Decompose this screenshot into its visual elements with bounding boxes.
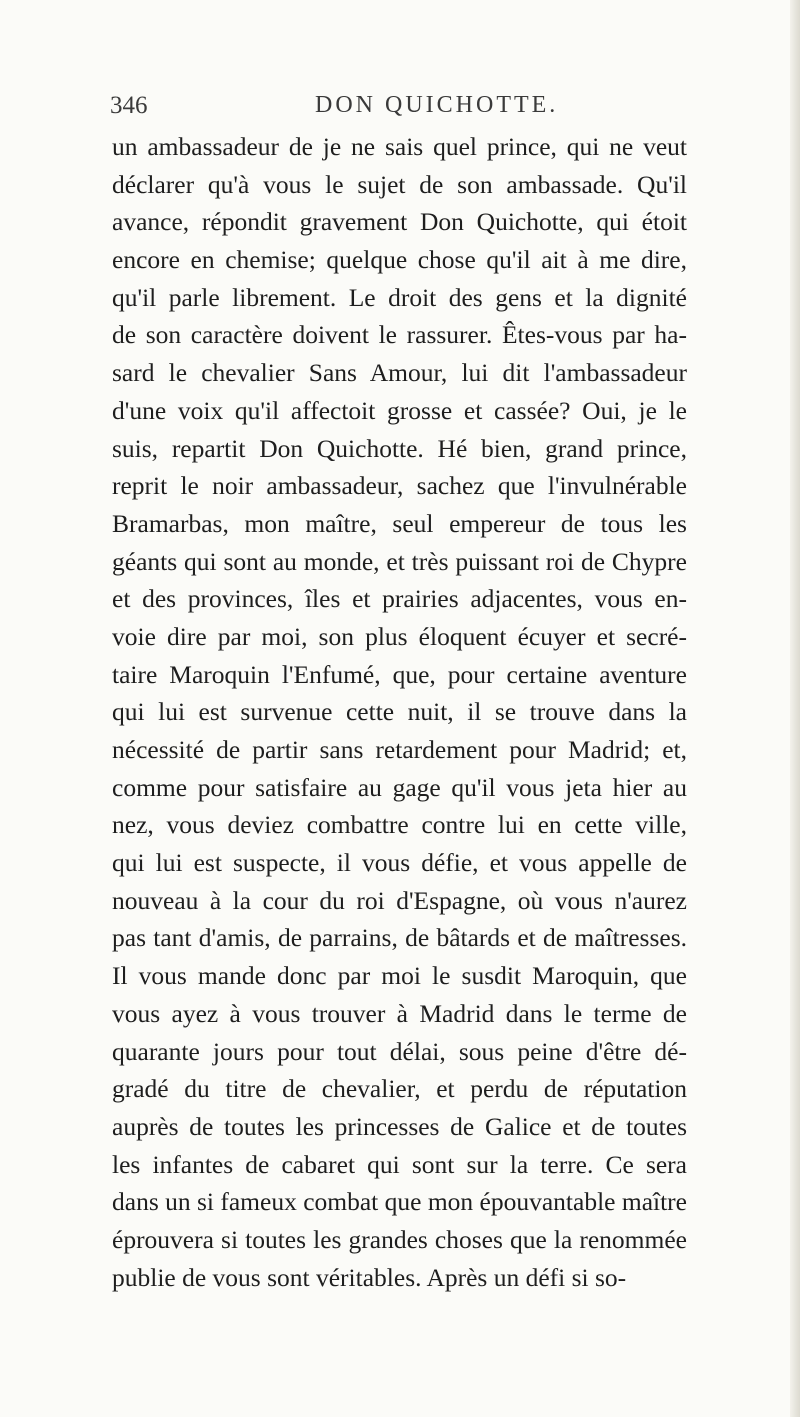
text-line: déclarer qu'à vous le sujet de son ambassade. Qu'il xyxy=(112,169,687,199)
text-line: qu'il parle librement. Le droit des gens et la dignité xyxy=(112,282,687,312)
running-title: DON QUICHOTTE. xyxy=(315,92,559,118)
text-line: de son caractère doivent le rassurer. Êtes-vous par ha- xyxy=(112,320,687,350)
text-line: un ambassadeur de je ne sais quel prince, qui ne veut xyxy=(112,132,687,161)
text-line: dans un si fameux combat que mon épouvantable maître xyxy=(112,1187,687,1217)
text-line: éprouvera si toutes les grandes choses que la renommée xyxy=(112,1224,687,1254)
page-header xyxy=(110,92,690,128)
text-line: reprit le noir ambassadeur, sachez que l'invulnérable xyxy=(112,471,687,501)
text-line: les infantes de cabaret qui sont sur la terre. Ce sera xyxy=(112,1149,687,1179)
page-number: 346 xyxy=(110,92,148,119)
text-line: Il vous mande donc par moi le susdit Maroquin, que xyxy=(112,961,687,991)
text-line: comme pour satisfaire au gage qu'il vous jeta hier au xyxy=(112,772,687,802)
text-line: avance, répondit gravement Don Quichotte, qui étoit xyxy=(112,207,687,237)
text-line: nouveau à la cour du roi d'Espagne, où vous n'aurez xyxy=(112,885,687,915)
text-line: nécessité de partir sans retardement pour Madrid; et, xyxy=(112,735,687,764)
text-line: Bramarbas, mon maître, seul empereur de tous les xyxy=(112,508,687,538)
text-line: gradé du titre de chevalier, et perdu de réputation xyxy=(112,1074,687,1104)
text-line: sard le chevalier Sans Amour, lui dit l'ambassadeur xyxy=(112,358,687,388)
text-line: géants qui sont au monde, et très puissant roi de Chypre xyxy=(112,546,687,576)
text-line: voie dire par moi, son plus éloquent écuyer et secré- xyxy=(112,621,687,651)
text-line: d'une voix qu'il affectoit grosse et cassée? Oui, je le xyxy=(112,395,687,425)
text-line: qui lui est suspecte, il vous défie, et vous appelle de xyxy=(112,848,687,878)
text-line: quarante jours pour tout délai, sous peine d'être dé- xyxy=(112,1036,687,1066)
text-line: taire Maroquin l'Enfumé, que, pour certaine aventure xyxy=(112,659,687,689)
text-line: pas tant d'amis, de parrains, de bâtards et de maîtresses. xyxy=(112,923,687,953)
text-line: et des provinces, îles et prairies adjacentes, vous en- xyxy=(112,584,687,614)
text-line: auprès de toutes les princesses de Galice et de toutes xyxy=(112,1111,687,1141)
text-line: encore en chemise; quelque chose qu'il ait à me dire, xyxy=(112,245,687,275)
text-line: qui lui est survenue cette nuit, il se trouve dans la xyxy=(112,697,687,727)
text-line: publie de vous sont véritables. Après un défi si so- xyxy=(112,1262,627,1292)
body-text xyxy=(112,128,687,1296)
text-line: vous ayez à vous trouver à Madrid dans le terme de xyxy=(112,998,687,1028)
text-line: nez, vous deviez combattre contre lui en cette ville, xyxy=(112,810,687,840)
text-line: suis, repartit Don Quichotte. Hé bien, grand prince, xyxy=(112,433,687,463)
page-edge xyxy=(790,0,800,1417)
